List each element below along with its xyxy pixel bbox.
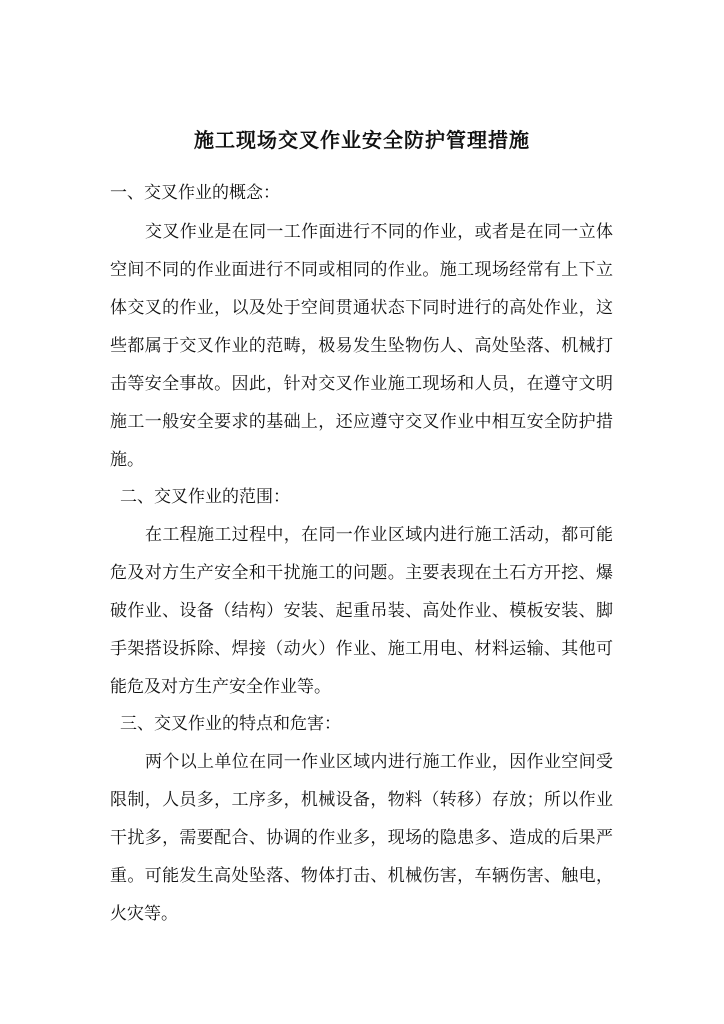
paragraph-line: 危及对方生产安全和干扰施工的问题。主要表现在土石方开挖、爆 <box>110 563 613 583</box>
paragraph-line: 手架搭设拆除、焊接（动火）作业、施工用电、材料运输、其他可 <box>110 639 613 659</box>
paragraph-line: 些都属于交叉作业的范畴，极易发生坠物伤人、高处坠落、机械打 <box>110 336 613 356</box>
paragraph-line: 两个以上单位在同一作业区域内进行施工作业，因作业空间受 <box>145 752 613 772</box>
paragraph-line: 破作业、设备（结构）安装、起重吊装、高处作业、模板安装、脚 <box>110 601 613 621</box>
paragraph-line: 火灾等。 <box>110 904 178 924</box>
section-heading: 三、交叉作业的特点和危害： <box>120 714 341 734</box>
paragraph-line: 在工程施工过程中，在同一作业区域内进行施工活动，都可能 <box>145 525 613 545</box>
paragraph-line: 限制，人员多，工序多，机械设备，物料（转移）存放；所以作业 <box>110 790 613 810</box>
paragraph-line: 空间不同的作业面进行不同或相同的作业。施工现场经常有上下立 <box>110 260 613 280</box>
paragraph-line: 施工一般安全要求的基础上，还应遵守交叉作业中相互安全防护措 <box>110 412 613 432</box>
document-title: 施工现场交叉作业安全防护管理措施 <box>194 128 530 152</box>
paragraph-line: 体交叉的作业，以及处于空间贯通状态下同时进行的高处作业，这 <box>110 298 613 318</box>
paragraph-line: 重。可能发生高处坠落、物体打击、机械伤害，车辆伤害、触电， <box>110 866 613 886</box>
section-heading: 一、交叉作业的概念： <box>110 183 280 203</box>
paragraph-line: 交叉作业是在同一工作面进行不同的作业，或者是在同一立体 <box>145 222 613 242</box>
paragraph-line: 击等安全事故。因此，针对交叉作业施工现场和人员，在遵守文明 <box>110 374 613 394</box>
paragraph-line: 干扰多，需要配合、协调的作业多，现场的隐患多、造成的后果严 <box>110 828 613 848</box>
paragraph-line: 能危及对方生产安全作业等。 <box>110 677 331 697</box>
paragraph-line: 施。 <box>110 450 144 470</box>
section-heading: 二、交叉作业的范围： <box>120 487 290 507</box>
